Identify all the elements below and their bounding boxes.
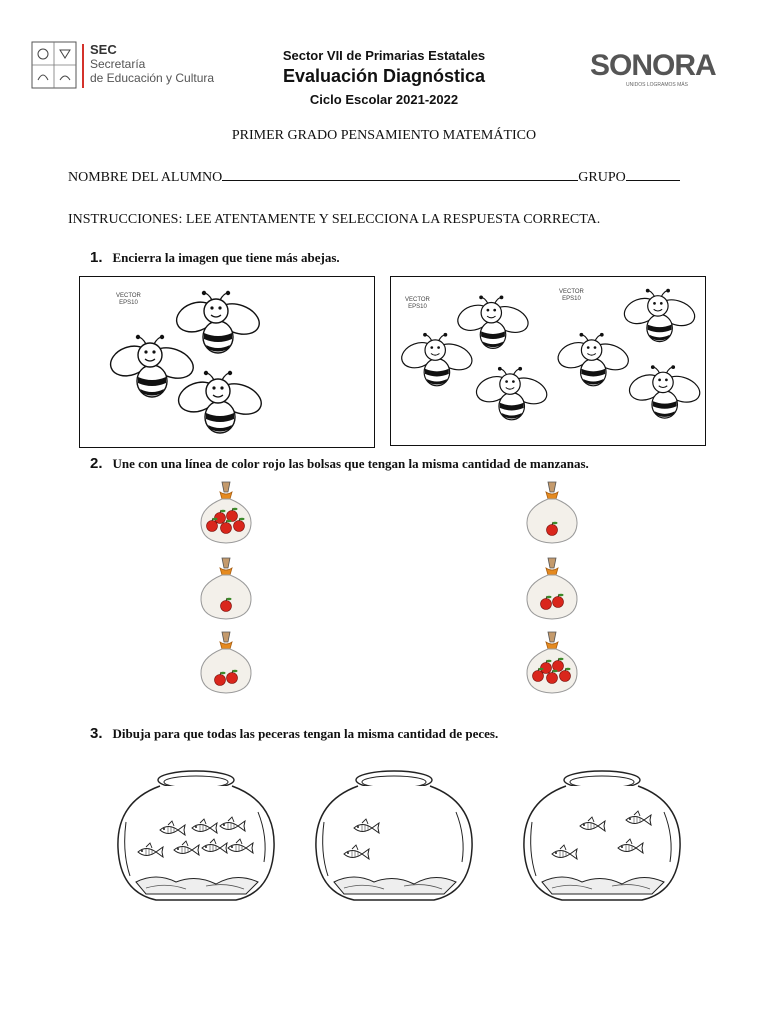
student-name-field[interactable] xyxy=(222,168,578,181)
bees-box-right[interactable] xyxy=(390,276,706,446)
evaluation-title: Evaluación Diagnóstica xyxy=(282,66,486,86)
watermark-left: VECTOR EPS10 xyxy=(116,293,141,306)
fishbowl-icon xyxy=(118,771,274,900)
bee-icon xyxy=(454,296,531,349)
sonora-slogan: UNIDOS LOGRAMOS MÁS xyxy=(626,82,688,88)
question-1-text: Encierra la imagen que tiene más abejas. xyxy=(112,250,340,265)
apple-bag-icon xyxy=(201,632,251,693)
fishbowl-1[interactable] xyxy=(112,762,282,922)
school-year: Ciclo Escolar 2021-2022 xyxy=(309,92,459,107)
question-2-heading xyxy=(90,455,589,473)
sec-line2: de Educación y Cultura xyxy=(90,71,215,85)
apple-bag-icon xyxy=(201,558,251,619)
question-2-text: Une con una línea de color rojo las bolsas que tengan la misma cantidad de manzanas. xyxy=(112,456,589,471)
question-1-heading xyxy=(90,249,340,267)
subject-title: PRIMER GRADO PENSAMIENTO MATEMÁTICO xyxy=(231,128,537,143)
bee-icon xyxy=(398,333,475,386)
apple-bags-right xyxy=(512,476,592,706)
question-3-number: 3. xyxy=(90,725,103,742)
bee-icon xyxy=(473,367,550,420)
apple-bag-icon xyxy=(201,482,251,543)
bee-icon xyxy=(172,291,263,353)
bees-box-left[interactable] xyxy=(79,276,375,448)
watermark-right-1: VECTOR EPS10 xyxy=(405,297,430,310)
fishbowl-2[interactable] xyxy=(310,762,480,922)
sonora-wordmark: SONORA xyxy=(590,49,716,82)
bees-group-6 xyxy=(391,277,705,445)
group-label: GRUPO xyxy=(578,170,626,185)
question-3-text: Dibuja para que todas las peceras tengan la misma cantidad de peces. xyxy=(112,726,499,741)
sec-line1: Secretaría xyxy=(90,57,146,71)
apple-bag-icon xyxy=(527,482,577,543)
apple-bags-left xyxy=(188,476,268,706)
student-row xyxy=(68,168,680,186)
bee-icon xyxy=(626,365,703,418)
bee-icon xyxy=(621,289,698,342)
instructions: INSTRUCCIONES: LEE ATENTAMENTE Y SELECCIONA LA RESPUESTA CORRECTA. xyxy=(68,212,601,227)
fishbowl-icon xyxy=(316,771,472,900)
apple-bag-icon xyxy=(527,558,577,619)
sec-abbr: SEC xyxy=(90,42,117,57)
bee-icon xyxy=(555,333,632,386)
bee-icon xyxy=(174,371,265,433)
group-field[interactable] xyxy=(626,168,680,181)
apple-bag-icon xyxy=(527,632,577,693)
fishbowl-icon xyxy=(524,771,680,900)
fishbowl-3[interactable] xyxy=(518,762,688,922)
question-2-number: 2. xyxy=(90,455,103,472)
sonora-logo xyxy=(590,50,740,94)
student-name-label: NOMBRE DEL ALUMNO xyxy=(68,170,223,185)
question-3-heading xyxy=(90,725,498,743)
watermark-right-2: VECTOR EPS10 xyxy=(559,289,584,302)
bee-icon xyxy=(106,335,197,397)
sector-title: Sector VII de Primarias Estatales xyxy=(282,48,486,63)
question-1-number: 1. xyxy=(90,249,103,266)
